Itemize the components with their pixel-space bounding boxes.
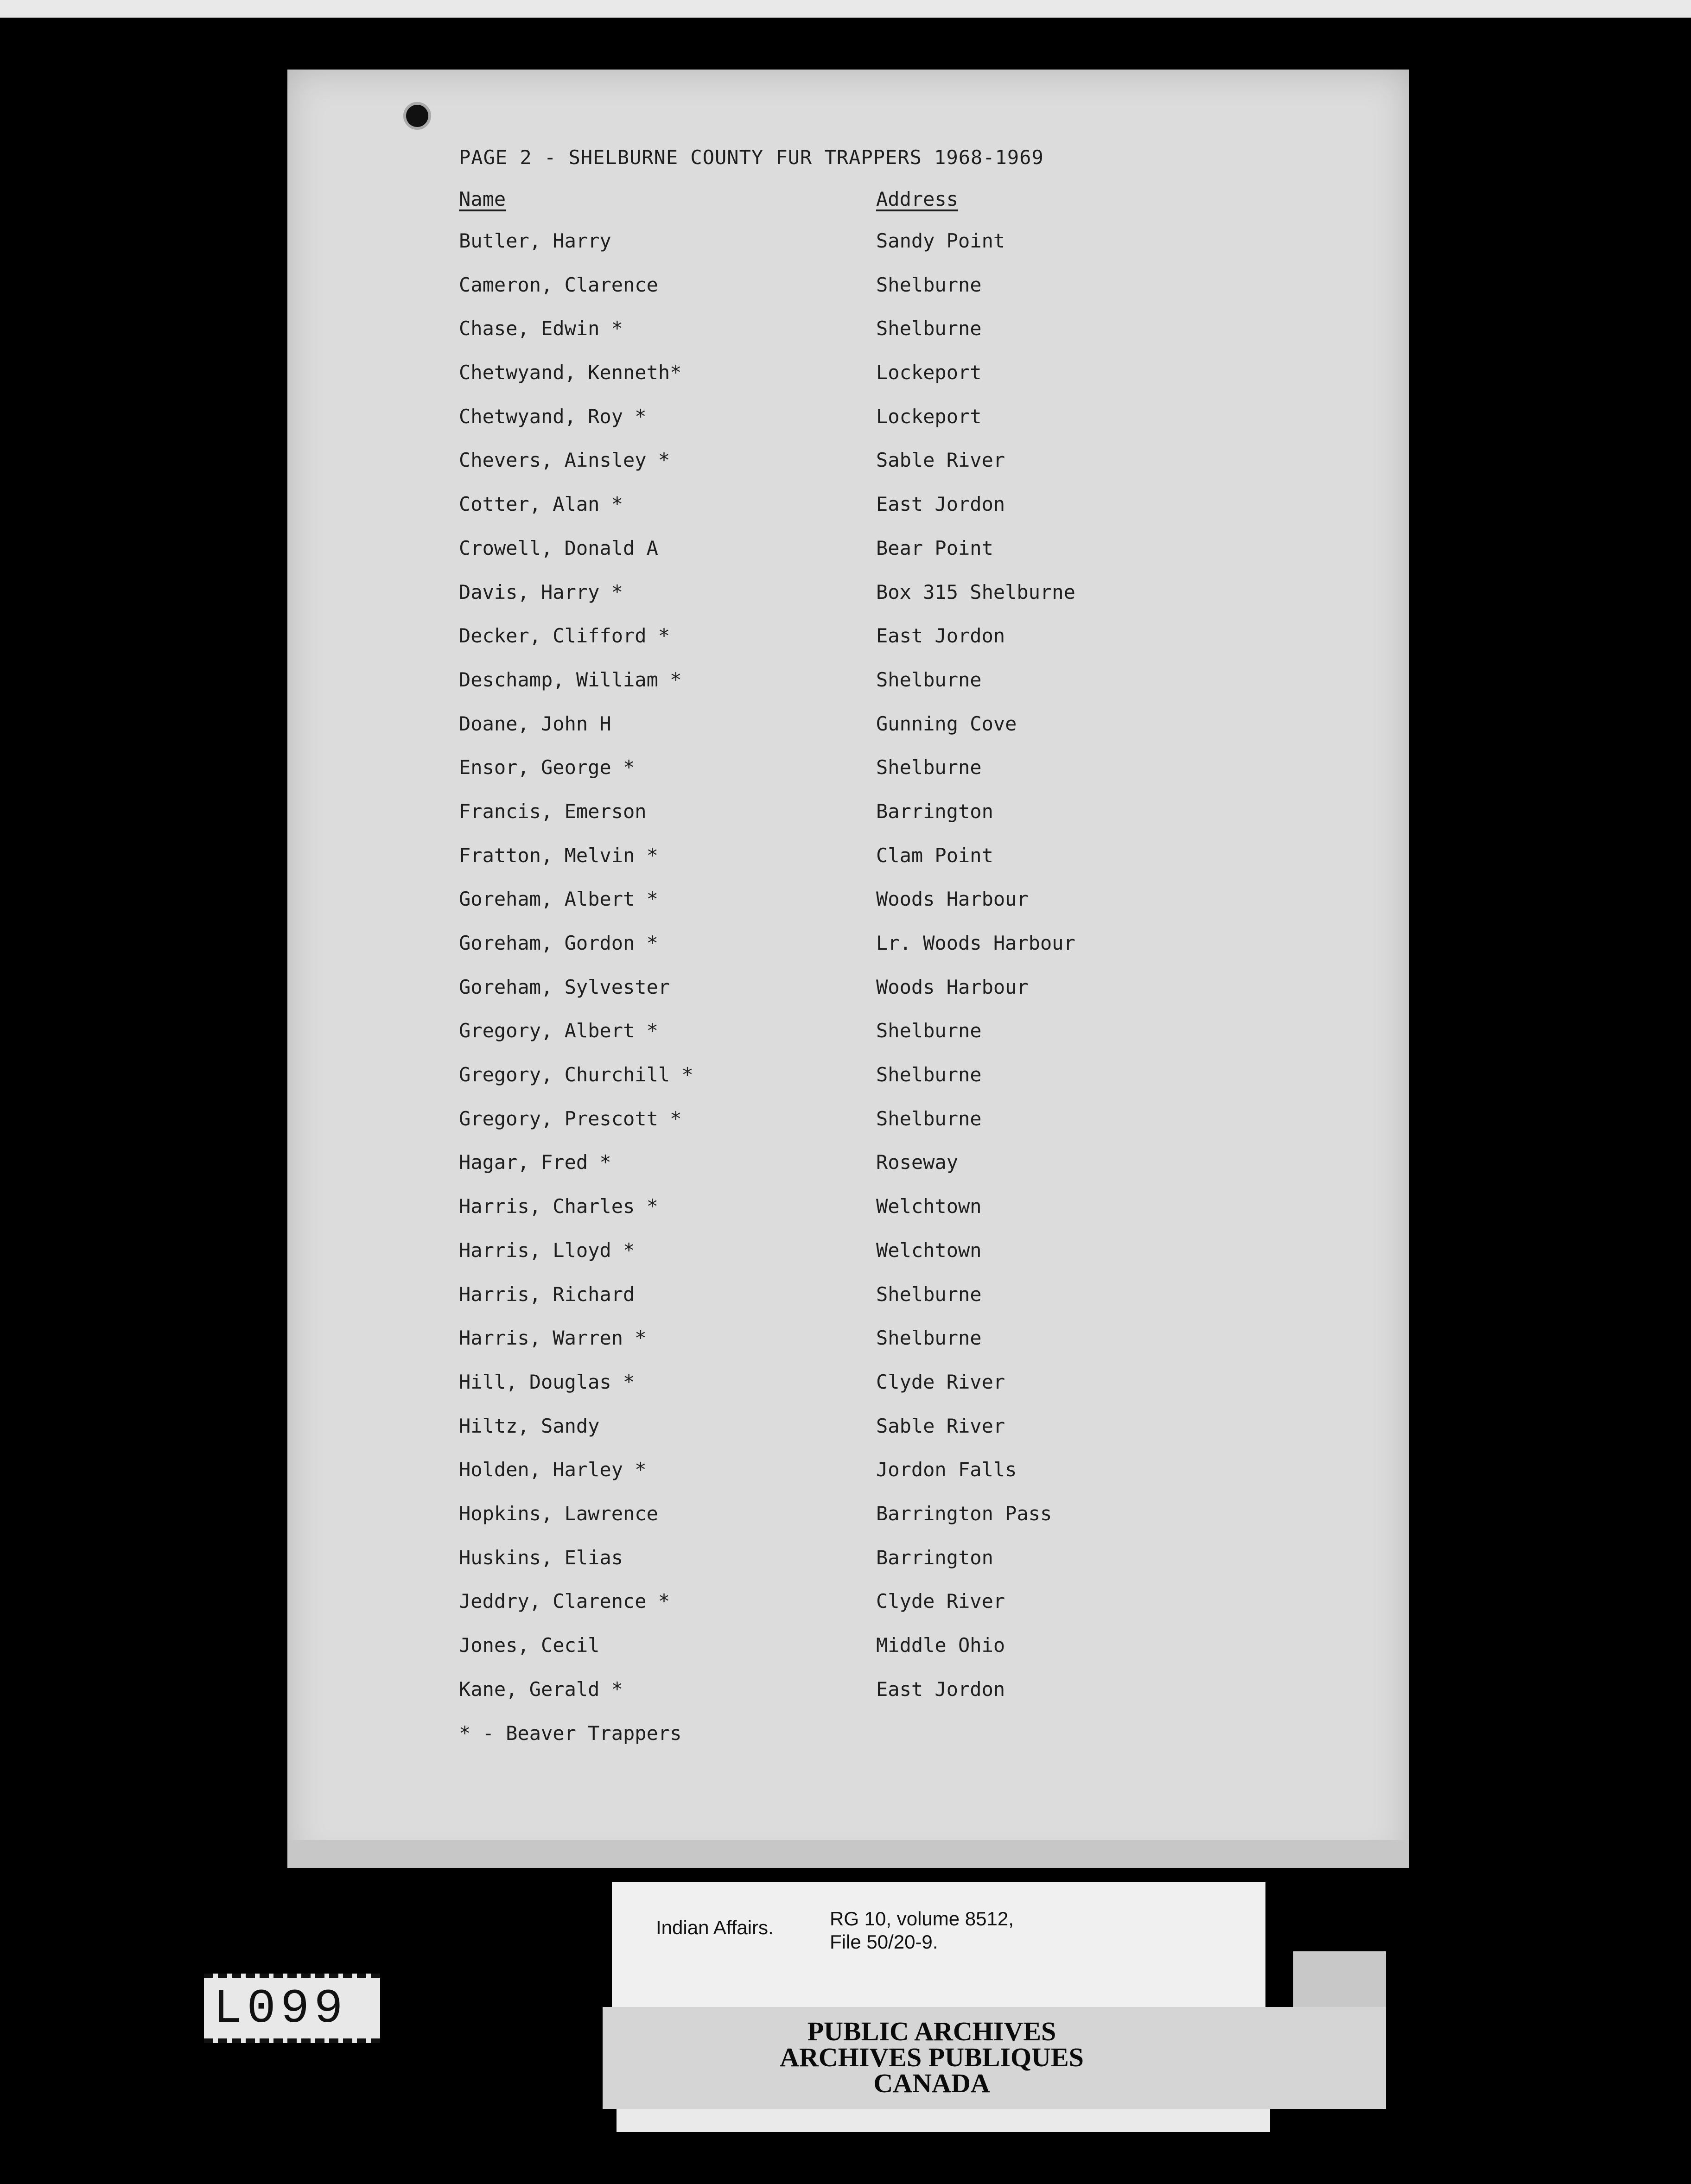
trapper-name: Harris, Warren *: [459, 1327, 647, 1350]
table-row: [459, 844, 1340, 888]
table-row: [459, 581, 1340, 625]
table-row: [459, 1195, 1340, 1239]
trapper-address: Gunning Cove: [876, 712, 1017, 735]
trapper-name: Hagar, Fred *: [459, 1151, 611, 1174]
document-page: [287, 70, 1409, 1868]
column-header-address: Address: [876, 188, 959, 210]
trapper-address: Shelburne: [876, 756, 982, 779]
film-top-strip: [0, 0, 1691, 18]
trapper-address: Lockeport: [876, 405, 982, 428]
trapper-address: Woods Harbour: [876, 888, 1029, 911]
table-row: [459, 888, 1340, 932]
department-label: Indian Affairs.: [656, 1917, 774, 1938]
table-row: [459, 976, 1340, 1020]
table-row: [459, 1019, 1340, 1063]
trapper-address: Barrington Pass: [876, 1502, 1052, 1525]
table-row: [459, 449, 1340, 493]
trapper-name: Davis, Harry *: [459, 580, 623, 603]
page-edge: [287, 1840, 1409, 1868]
table-row: [459, 1107, 1340, 1151]
reference-line: RG 10, volume 8512,: [830, 1908, 1014, 1930]
trapper-name: Harris, Lloyd *: [459, 1238, 635, 1262]
table-row: [459, 1151, 1340, 1195]
trapper-address: Middle Ohio: [876, 1634, 1005, 1657]
trapper-name: Decker, Clifford *: [459, 624, 670, 648]
frame-number-text: L099: [213, 1982, 348, 2037]
table-row: [459, 1063, 1340, 1107]
trapper-address: Welchtown: [876, 1238, 982, 1262]
trapper-name: Jones, Cecil: [459, 1634, 600, 1657]
trapper-name: Chevers, Ainsley *: [459, 449, 670, 472]
column-header-name: Name: [459, 188, 506, 210]
trapper-name: Goreham, Sylvester: [459, 975, 670, 998]
table-row: [459, 493, 1340, 537]
trapper-address: East Jordon: [876, 493, 1005, 516]
trapper-address: Lr. Woods Harbour: [876, 932, 1075, 954]
trapper-address: Roseway: [876, 1151, 959, 1174]
table-row: [459, 756, 1340, 800]
trapper-address: Lockeport: [876, 361, 982, 384]
table-row: [459, 229, 1340, 273]
trapper-name: Chetwyand, Kenneth*: [459, 361, 682, 384]
stamp-line: ARCHIVES PUBLIQUES: [780, 2042, 1084, 2072]
table-row: [459, 624, 1340, 668]
trapper-address: Shelburne: [876, 1019, 982, 1042]
table-row: [459, 273, 1340, 317]
trapper-name: Huskins, Elias: [459, 1546, 623, 1569]
trapper-name: Chase, Edwin *: [459, 317, 623, 340]
table-row: [459, 405, 1340, 449]
archive-stamp: [603, 2016, 1261, 2098]
table-row: [459, 1502, 1340, 1546]
table-row: [459, 1415, 1340, 1459]
frame-number-label: [204, 1974, 380, 2043]
trapper-name: Gregory, Prescott *: [459, 1107, 682, 1130]
trapper-name: Hiltz, Sandy: [459, 1414, 600, 1437]
trapper-address: Woods Harbour: [876, 975, 1029, 998]
table-row: [459, 668, 1340, 712]
table-row: [459, 361, 1340, 405]
trapper-address: Welchtown: [876, 1195, 982, 1218]
trapper-address: Shelburne: [876, 317, 982, 340]
table-row: [459, 932, 1340, 976]
trapper-address: Shelburne: [876, 1282, 982, 1306]
table-row: [459, 1634, 1340, 1678]
trapper-name: Holden, Harley *: [459, 1458, 647, 1481]
trapper-address: Shelburne: [876, 668, 982, 691]
archive-reference-card: [612, 1882, 1265, 2016]
trapper-address: East Jordon: [876, 624, 1005, 648]
table-row: [459, 317, 1340, 361]
table-row: [459, 1546, 1340, 1590]
trapper-address: Barrington: [876, 800, 993, 823]
trapper-address: Shelburne: [876, 273, 982, 296]
trapper-name: Chetwyand, Roy *: [459, 405, 647, 428]
trapper-address: Jordon Falls: [876, 1458, 1017, 1481]
trapper-address: Sable River: [876, 1414, 1005, 1437]
trapper-name: Goreham, Albert *: [459, 888, 658, 911]
trapper-name: Kane, Gerald *: [459, 1677, 623, 1701]
trapper-name: Gregory, Churchill *: [459, 1063, 693, 1086]
stamp-line: PUBLIC ARCHIVES: [807, 2016, 1056, 2046]
trapper-address: Shelburne: [876, 1327, 982, 1350]
table-row: [459, 800, 1340, 844]
trapper-name: Francis, Emerson: [459, 800, 647, 823]
trapper-address: Bear Point: [876, 536, 993, 559]
reference-line: File 50/20-9.: [830, 1931, 938, 1953]
trapper-name: Ensor, George *: [459, 756, 635, 779]
trapper-address: Clyde River: [876, 1590, 1005, 1613]
table-row: [459, 1590, 1340, 1634]
trapper-address: Box 315 Shelburne: [876, 580, 1075, 603]
trapper-name: Fratton, Melvin *: [459, 844, 658, 867]
archive-bottom-strip: [617, 2109, 1270, 2132]
trapper-name: Doane, John H: [459, 712, 611, 735]
trapper-address: Clyde River: [876, 1370, 1005, 1393]
trapper-address: Sable River: [876, 449, 1005, 472]
table-row: [459, 537, 1340, 581]
reference-label: [830, 1907, 1014, 1954]
trapper-name: Hill, Douglas *: [459, 1370, 635, 1393]
trapper-address: Barrington: [876, 1546, 993, 1569]
trapper-address: Shelburne: [876, 1107, 982, 1130]
table-row: [459, 1239, 1340, 1283]
table-row: [459, 1327, 1340, 1371]
document-title: PAGE 2 - SHELBURNE COUNTY FUR TRAPPERS 1968-1969: [459, 146, 1044, 169]
trapper-address: East Jordon: [876, 1677, 1005, 1701]
trapper-name: Jeddry, Clarence *: [459, 1590, 670, 1613]
trapper-name: Butler, Harry: [459, 229, 611, 252]
table-row: [459, 712, 1340, 756]
trapper-name: Cotter, Alan *: [459, 493, 623, 516]
trapper-address: Shelburne: [876, 1063, 982, 1086]
table-row: [459, 1458, 1340, 1502]
table-row: [459, 1678, 1340, 1722]
trapper-name: Harris, Richard: [459, 1282, 635, 1306]
trapper-name: Hopkins, Lawrence: [459, 1502, 658, 1525]
trapper-name: Cameron, Clarence: [459, 273, 658, 296]
trapper-list: [459, 229, 1340, 1721]
stamp-line: CANADA: [873, 2068, 990, 2098]
trapper-name: Crowell, Donald A: [459, 536, 658, 559]
table-row: [459, 1283, 1340, 1327]
trapper-name: Gregory, Albert *: [459, 1019, 658, 1042]
legend-note: * - Beaver Trappers: [459, 1722, 682, 1745]
table-row: [459, 1371, 1340, 1415]
trapper-name: Deschamp, William *: [459, 668, 682, 691]
trapper-name: Harris, Charles *: [459, 1195, 658, 1218]
trapper-address: Sandy Point: [876, 229, 1005, 252]
punch-hole: [403, 102, 431, 130]
trapper-name: Goreham, Gordon *: [459, 932, 658, 954]
trapper-address: Clam Point: [876, 844, 993, 867]
